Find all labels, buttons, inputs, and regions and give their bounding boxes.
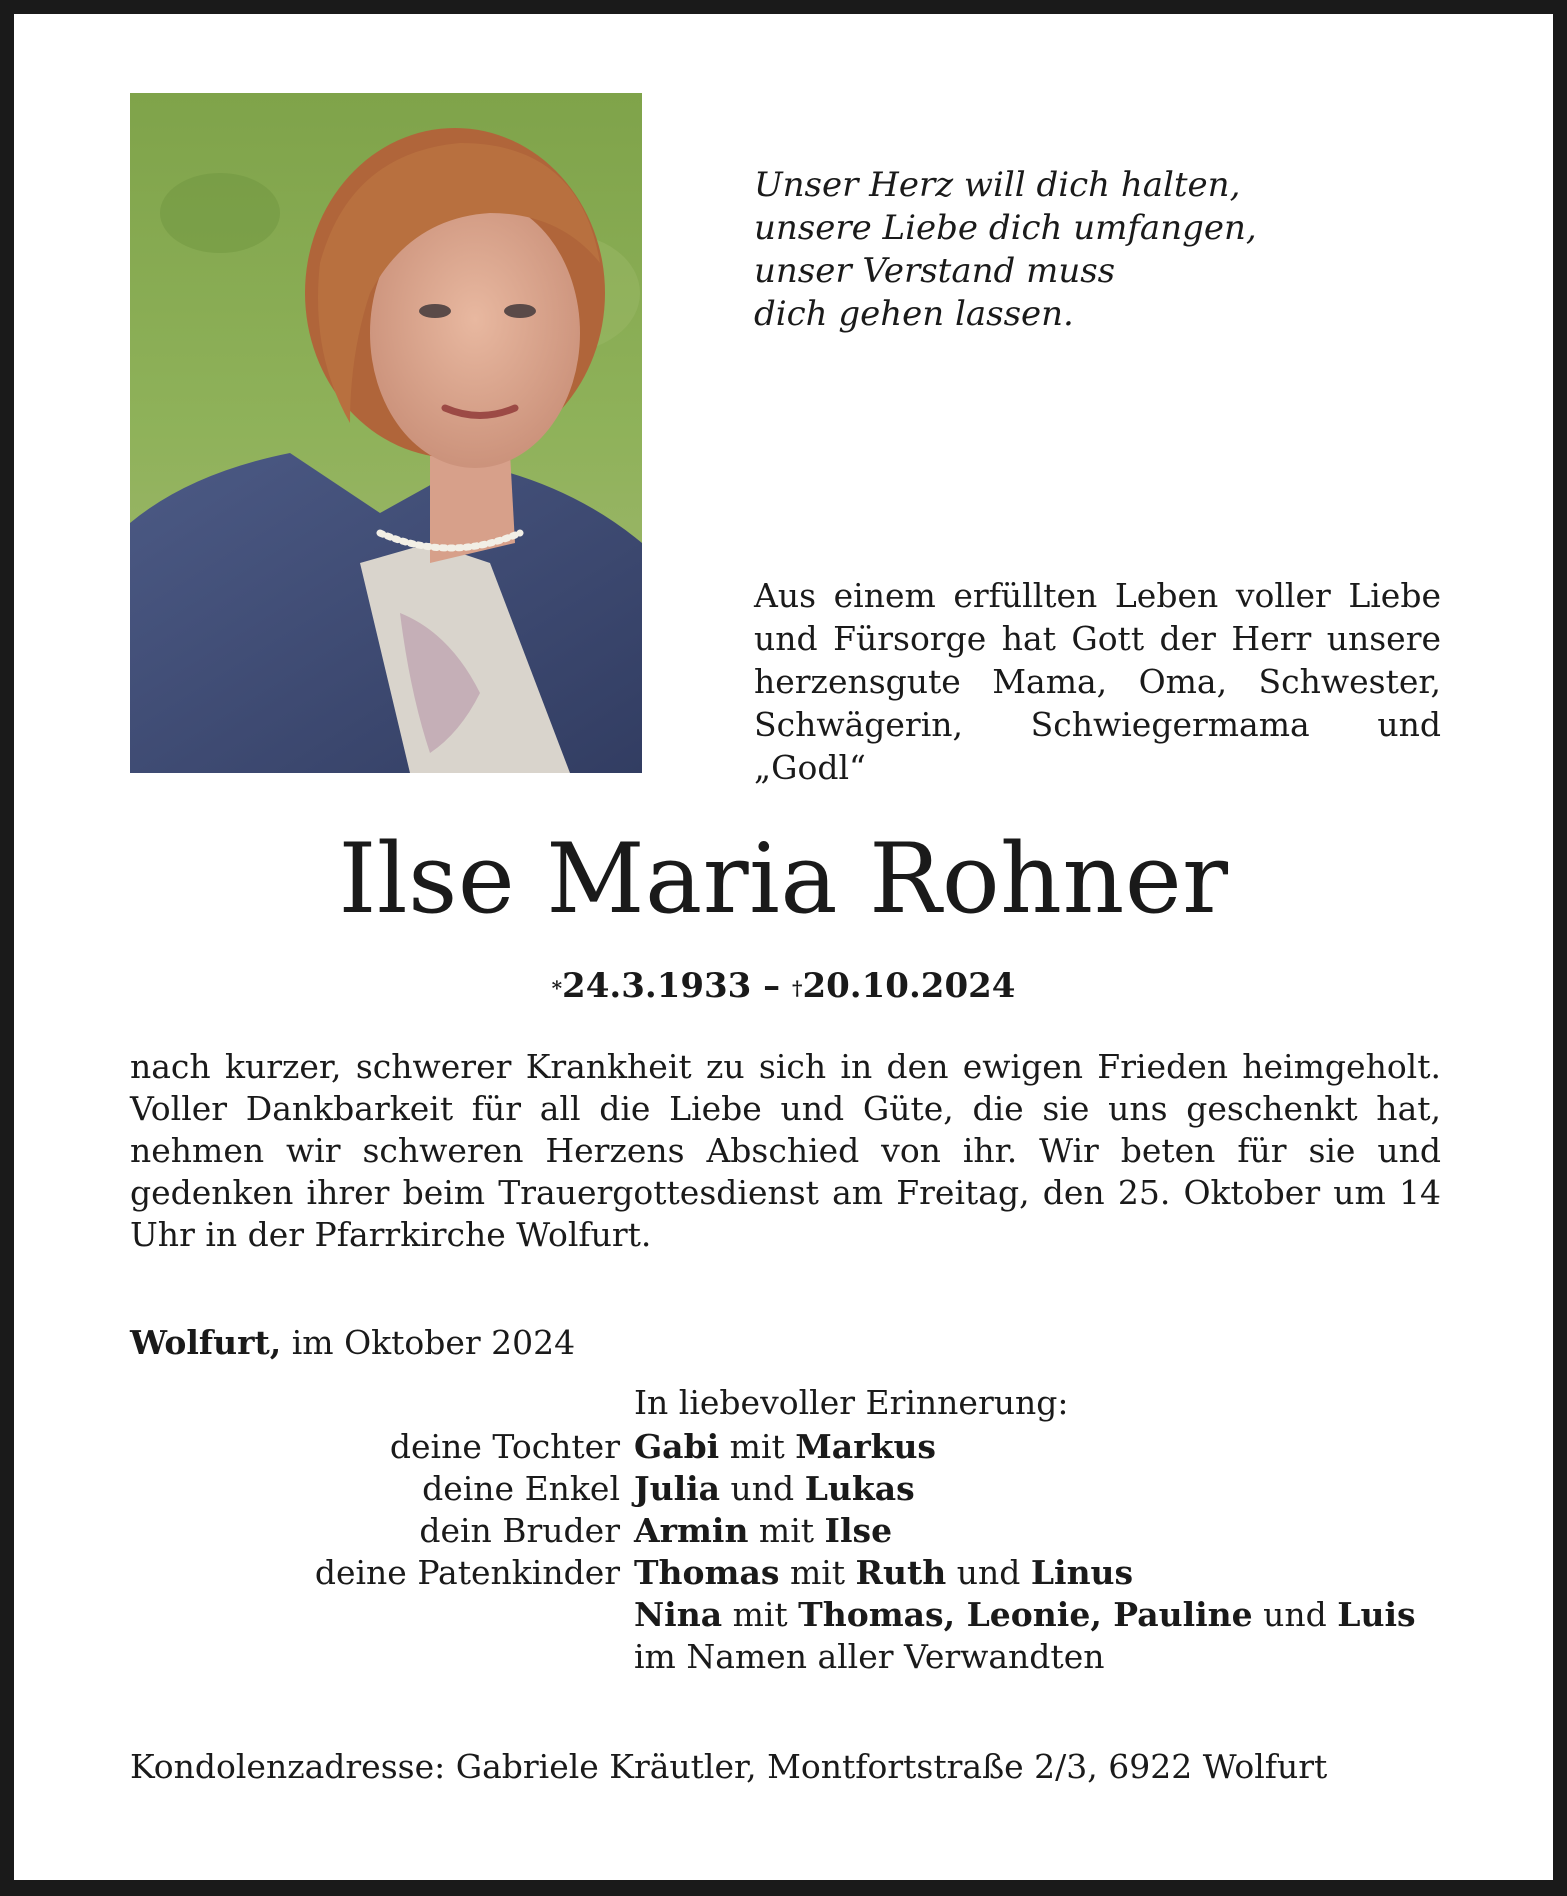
- family-row: [14, 1636, 1553, 1678]
- family-member-name: Thomas: [634, 1553, 780, 1592]
- quote-verse: [754, 164, 1454, 336]
- quote-line: unsere Liebe dich umfangen,: [754, 208, 1257, 248]
- place-date: [130, 1322, 575, 1364]
- family-relation: deine Enkel: [422, 1469, 620, 1508]
- family-connector: im Namen aller Verwandten: [634, 1637, 1105, 1676]
- family-member-name: Gabi: [634, 1427, 720, 1466]
- family-connector: mit: [779, 1553, 856, 1592]
- family-member-name: Thomas, Leonie, Pauline: [798, 1595, 1253, 1634]
- quote-line: Unser Herz will dich halten,: [754, 165, 1241, 205]
- birth-date: 24.3.1933: [562, 966, 752, 1006]
- body-paragraph: nach kurzer, schwerer Krankheit zu sich in den ewigen Frieden heimgeholt. Voller Dankbarkeit für all die Liebe und Güte, die sie uns geschenkt hat, nehmen wir schweren Herzens Abschied von ihr. Wir beten für sie und gedenken ihrer beim Trauergottesdienst am Freitag, den 25. Oktober um 14 Uhr in der Pfarrkirche Wolfurt.: [130, 1047, 1441, 1254]
- family-connector: und: [1252, 1595, 1338, 1634]
- memory-heading: In liebevoller Erinnerung:: [634, 1383, 1069, 1422]
- date-separator: –: [763, 966, 781, 1006]
- deceased-name: Ilse Maria Rohner: [338, 823, 1229, 935]
- family-member-name: Armin: [634, 1511, 749, 1550]
- obituary-page: [14, 14, 1553, 1880]
- family-member-name: Markus: [795, 1427, 937, 1466]
- death-date: 20.10.2024: [802, 966, 1016, 1006]
- family-names: [634, 1594, 1416, 1636]
- family-names: [634, 1636, 1104, 1678]
- family-member-name: Lukas: [804, 1469, 915, 1508]
- life-dates: [14, 964, 1553, 1008]
- family-row: [14, 1468, 1553, 1510]
- family-row: [14, 1510, 1553, 1552]
- family-names: [634, 1468, 915, 1510]
- family-connector: mit: [748, 1511, 825, 1550]
- intro-paragraph: Aus einem erfüllten Leben voller Liebe und Fürsorge hat Gott der Herr unsere herzensgute Mama, Oma, Schwester, Schwägerin, Schwiegermama und „Godl“: [754, 576, 1441, 787]
- family-connector: und: [720, 1469, 805, 1508]
- family-row: [14, 1552, 1553, 1594]
- family-names: [634, 1510, 892, 1552]
- family-member-name: Nina: [634, 1595, 723, 1634]
- family-member-name: Julia: [634, 1469, 721, 1508]
- portrait-photo: [130, 93, 642, 773]
- family-row: [14, 1426, 1553, 1468]
- condolence-address: Kondolenzadresse: Gabriele Kräutler, Montfortstraße 2/3, 6922 Wolfurt: [130, 1747, 1328, 1786]
- birth-symbol: *: [551, 976, 563, 1000]
- family-connector: mit: [719, 1427, 796, 1466]
- quote-line: dich gehen lassen.: [754, 294, 1074, 334]
- family-member-name: Ilse: [824, 1511, 893, 1550]
- family-member-name: Luis: [1337, 1595, 1416, 1634]
- family-member-name: Ruth: [855, 1553, 947, 1592]
- family-names: [634, 1552, 1133, 1594]
- death-symbol: †: [792, 976, 803, 1000]
- family-row: [14, 1594, 1553, 1636]
- family-member-name: Linus: [1030, 1553, 1134, 1592]
- family-names: [634, 1426, 936, 1468]
- family-connector: mit: [722, 1595, 799, 1634]
- family-relation: deine Patenkinder: [314, 1553, 620, 1592]
- quote-line: unser Verstand muss: [754, 251, 1116, 291]
- family-relation: dein Bruder: [419, 1511, 620, 1550]
- family-relation: deine Tochter: [389, 1427, 620, 1466]
- family-connector: und: [946, 1553, 1031, 1592]
- place-date-text: im Oktober 2024: [291, 1323, 576, 1362]
- place-town: Wolfurt,: [130, 1323, 282, 1362]
